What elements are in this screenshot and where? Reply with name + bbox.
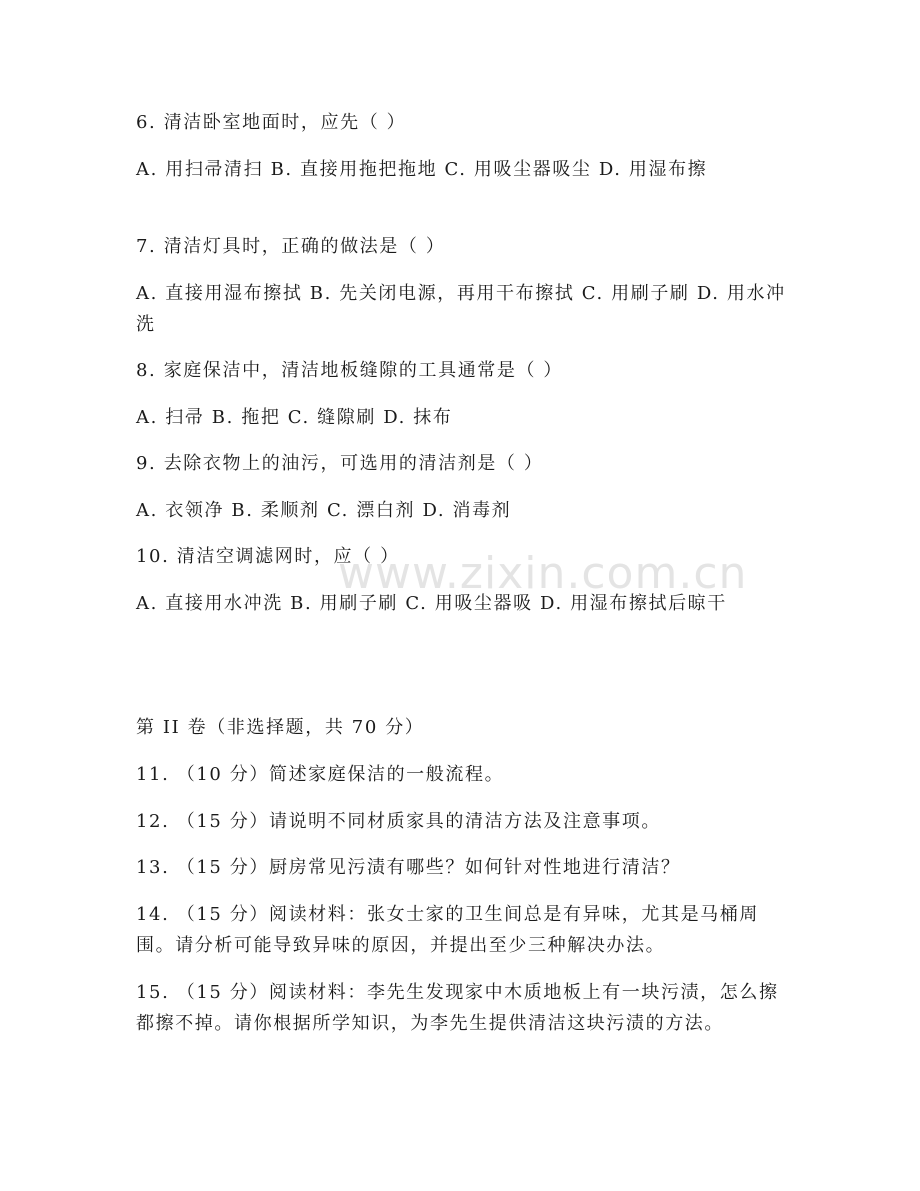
essay-question-15: 15. （15 分）阅读材料：李先生发现家中木质地板上有一块污渍，怎么擦都擦不掉。请你根据所学知识，为李先生提供清洁这块污渍的方法。 (136, 982, 779, 1034)
question-9-stem: 9. 去除衣物上的油污，可选用的清洁剂是（ ） (136, 453, 544, 474)
question-10-stem: 10. 清洁空调滤网时，应（ ） (136, 546, 400, 567)
essay-question-12: 12. （15 分）请说明不同材质家具的清洁方法及注意事项。 (136, 811, 661, 832)
question-6-stem: 6. 清洁卧室地面时，应先（ ） (136, 112, 407, 133)
section-title: 第 II 卷（非选择题，共 70 分） (136, 717, 425, 738)
essay-question-11: 11. （10 分）简述家庭保洁的一般流程。 (136, 764, 505, 785)
question-9-options: A. 衣领净 B. 柔顺剂 C. 漂白剂 D. 消毒剂 (136, 500, 512, 521)
question-8-options: A. 扫帚 B. 拖把 C. 缝隙刷 D. 抹布 (136, 407, 453, 428)
question-7-options: A. 直接用湿布擦拭 B. 先关闭电源，再用干布擦拭 C. 用刷子刷 D. 用水冲洗 (136, 283, 786, 335)
watermark: www.zixin.com.cn (338, 548, 748, 599)
question-8-stem: 8. 家庭保洁中，清洁地板缝隙的工具通常是（ ） (136, 360, 564, 381)
essay-question-13: 13. （15 分）厨房常见污渍有哪些？如何针对性地进行清洁？ (136, 857, 681, 878)
question-6-options: A. 用扫帚清扫 B. 直接用拖把拖地 C. 用吸尘器吸尘 D. 用湿布擦 (136, 159, 708, 180)
question-10-options: A. 直接用水冲洗 B. 用刷子刷 C. 用吸尘器吸 D. 用湿布擦拭后晾干 (136, 593, 727, 614)
question-7-stem: 7. 清洁灯具时，正确的做法是（ ） (136, 236, 446, 257)
essay-question-14: 14. （15 分）阅读材料：张女士家的卫生间总是有异味，尤其是马桶周围。请分析可能导致异味的原因，并提出至少三种解决办法。 (136, 904, 759, 956)
